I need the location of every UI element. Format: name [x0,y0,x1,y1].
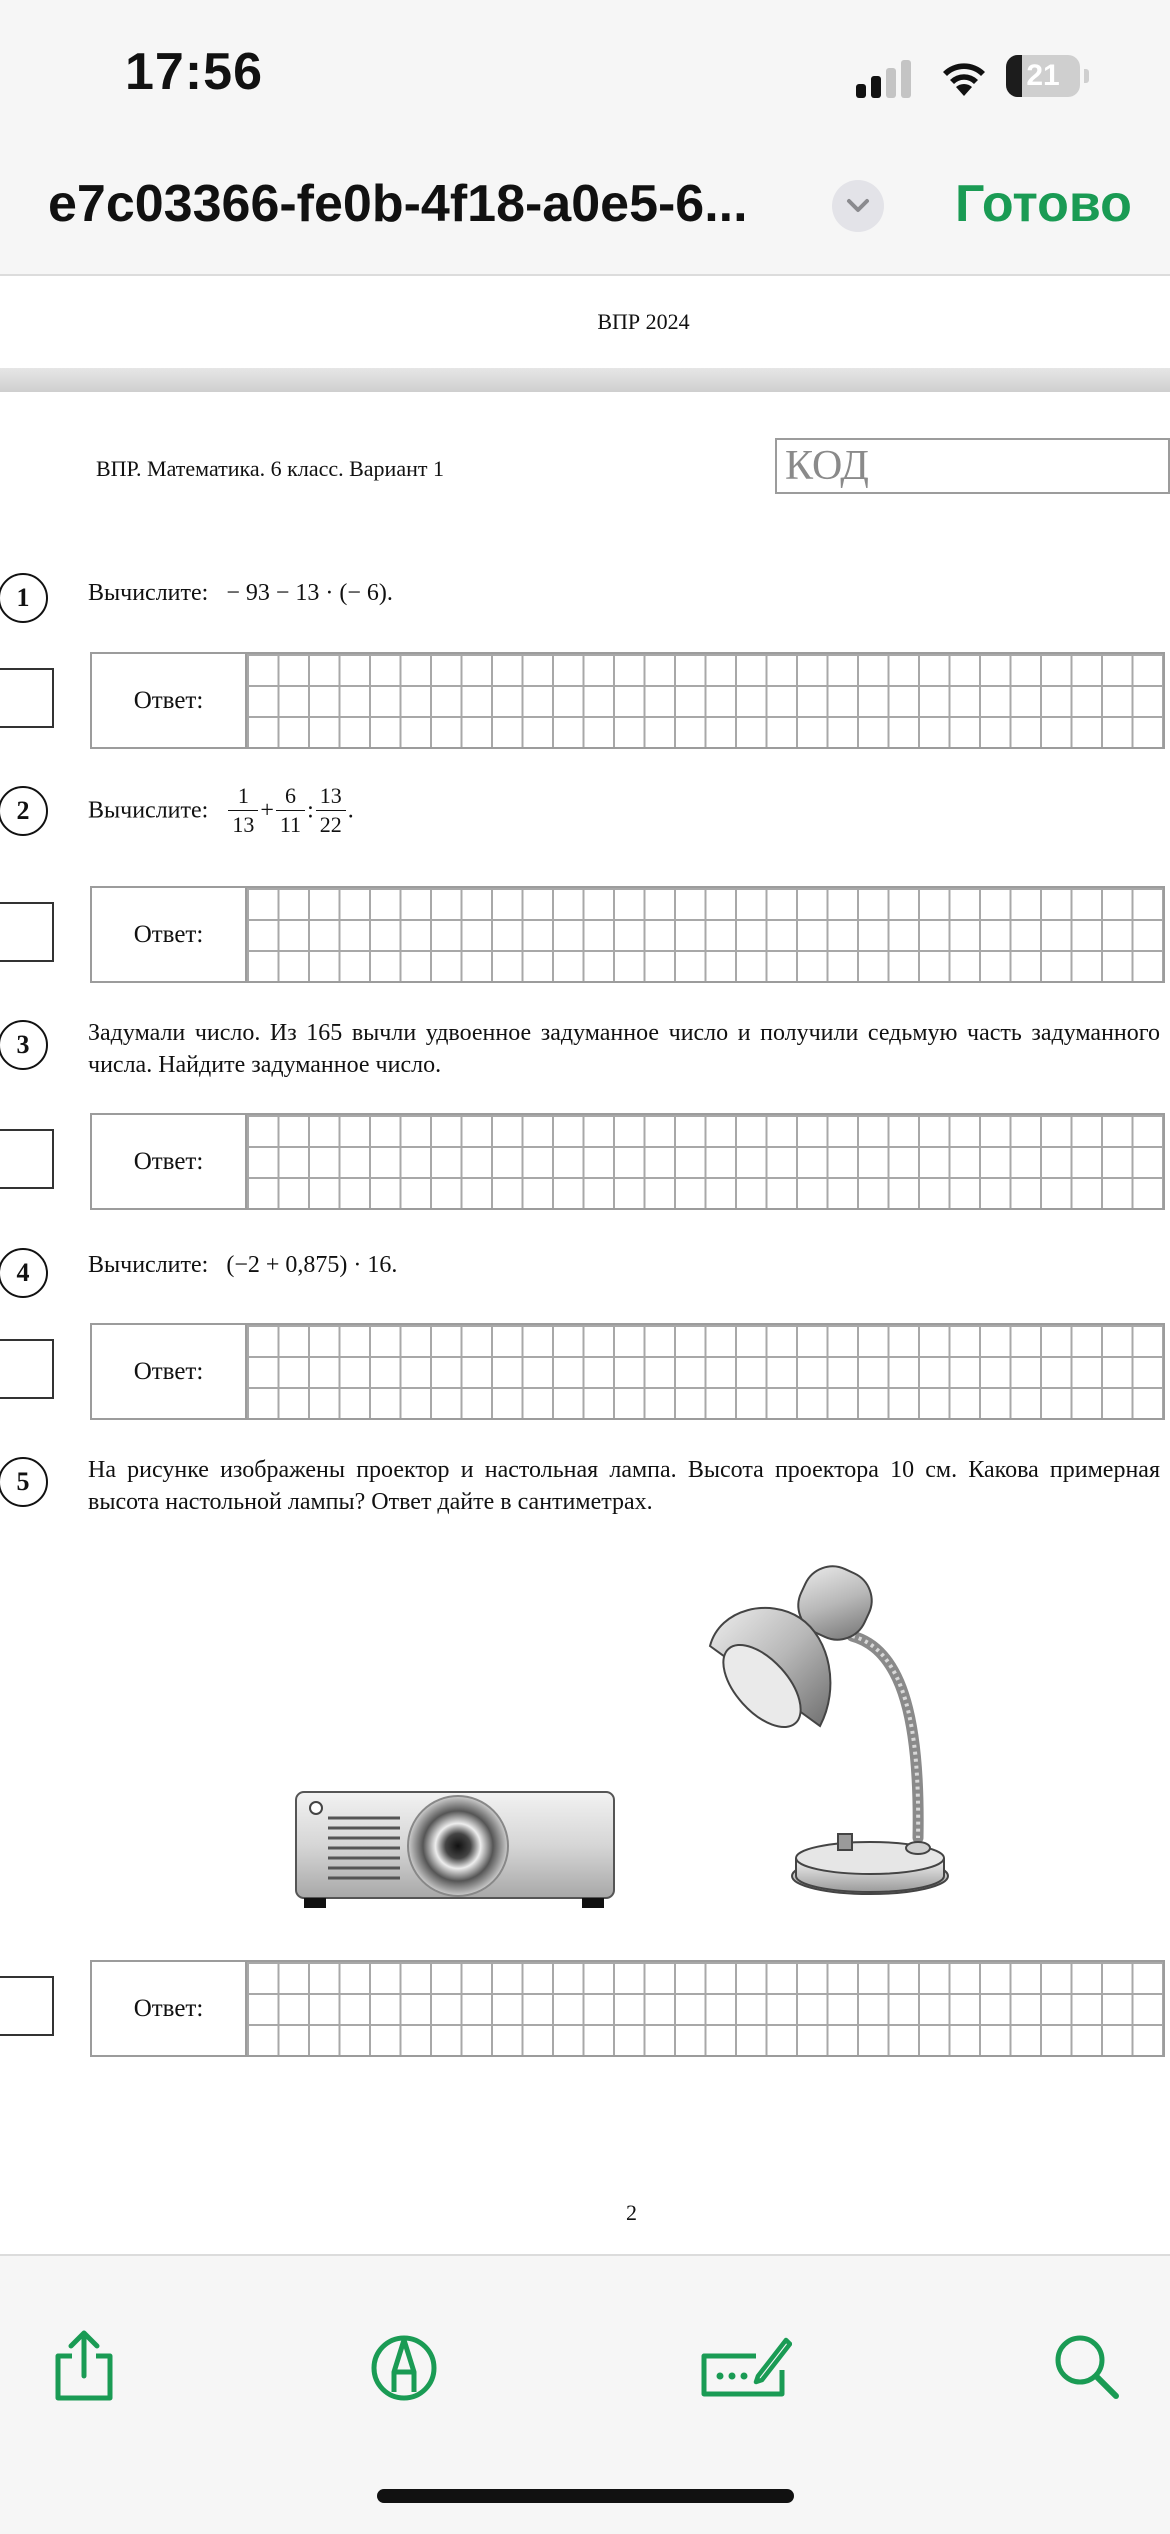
status-bar [0,0,1170,140]
done-button[interactable]: Готово [955,175,1132,233]
navigation-bar [0,140,1170,276]
markup-icon [364,2326,444,2406]
question-text [88,577,393,609]
question-text: На рисунке изображены проектор и настольная лампа. Высота проектора 10 см. Какова примерная высота настольной лампы? Ответ дайте в сантиметрах. [88,1457,1160,1515]
fraction: $\frac{1}{13}$ [228,782,258,839]
document-title[interactable]: e7c03366-fe0b-4f18-a0e5-6... [48,175,748,233]
search-button[interactable] [1046,2326,1126,2406]
cellular-signal-icon [856,58,916,98]
home-indicator[interactable] [377,2489,794,2503]
answer-label: Ответ: [92,888,247,981]
answer-field[interactable] [90,886,1165,983]
code-label: КОД [785,443,869,489]
fraction: $\frac{13}{22}$ [316,782,346,839]
exam-header: ВПР. Математика. 6 класс. Вариант 1 [96,456,444,481]
answer-label: Ответ: [92,1962,247,2055]
page-number: 2 [626,2200,637,2225]
question-number: 1 [0,573,48,623]
score-box [0,1976,54,2036]
answer-grid[interactable] [247,1962,1163,2055]
title-menu-button[interactable] [832,180,884,232]
share-button[interactable] [44,2326,124,2406]
fraction: $\frac{6}{11}$ [276,782,305,839]
desk-lamp-illustration [690,1558,960,1910]
code-box [775,438,1170,494]
answer-grid[interactable] [247,654,1163,747]
answer-field[interactable] [90,652,1165,749]
answer-field[interactable] [90,1323,1165,1420]
question-prefix: Вычислите: [88,797,209,824]
math-expression: (−2 + 0,875) · 16. [226,1252,398,1278]
question-number: 3 [0,1020,48,1070]
page-header: ВПР 2024 [597,309,690,334]
clock: 17:56 [125,43,263,101]
question-number: 2 [0,786,48,836]
question-text: Задумали число. Из 165 вычли удвоенное задуманное число и получили седьмую часть задуманного числа. Найдите задуманное число. [88,1020,1160,1078]
question-number: 5 [0,1457,48,1507]
signature-button[interactable] [696,2326,792,2406]
search-icon [1046,2326,1126,2406]
question-text [88,1249,397,1281]
battery-level: 21 [1026,59,1060,92]
signature-icon [696,2326,792,2406]
share-icon [44,2326,124,2406]
score-box [0,1129,54,1189]
answer-label: Ответ: [92,654,247,747]
score-box [0,1339,54,1399]
battery-icon [1006,55,1090,97]
answer-field[interactable] [90,1960,1165,2057]
question-prefix: Вычислите: [88,1252,209,1278]
answer-field[interactable] [90,1113,1165,1210]
question-text: Вычислите: $\frac{1}{13}$ + $\frac{6}{11}$ : $\frac{13}{22}$ . [88,783,354,837]
projector-illustration [292,1788,618,1912]
question-prefix: Вычислите: [88,580,209,606]
math-expression: − 93 − 13 · (− 6). [226,580,393,606]
answer-grid[interactable] [247,888,1163,981]
answer-label: Ответ: [92,1325,247,1418]
question-number: 4 [0,1248,48,1298]
answer-label: Ответ: [92,1115,247,1208]
answer-grid[interactable] [247,1115,1163,1208]
wifi-icon [940,56,988,98]
page-separator [0,368,1170,392]
markup-button[interactable] [364,2326,444,2406]
chevron-down-icon [832,180,884,232]
score-box [0,902,54,962]
score-box [0,668,54,728]
answer-grid[interactable] [247,1325,1163,1418]
